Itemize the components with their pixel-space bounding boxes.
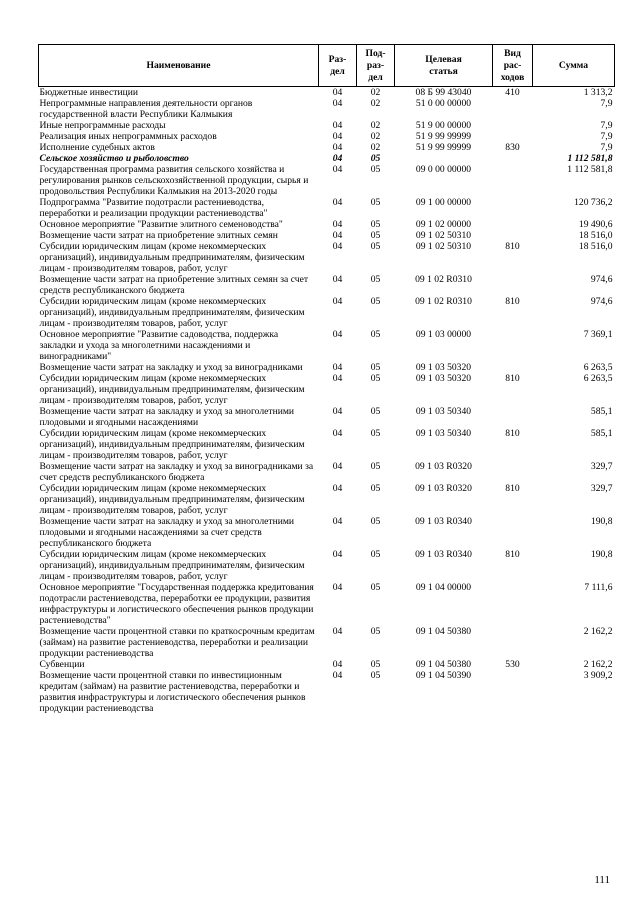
row-section: 04 [332,483,343,494]
row-section: 04 [332,120,343,131]
row-amount: 7,9 [600,131,613,142]
row-section: 04 [332,362,343,373]
row-section: 04 [332,131,343,142]
row-target: 09 1 03 50320 [415,373,472,384]
row-section: 04 [332,582,343,593]
row-amount: 1 112 581,8 [567,164,613,175]
row-amount: 7 111,6 [584,582,613,593]
row-expense-type: 530 [505,659,520,670]
row-section: 04 [332,296,343,307]
table-row [39,164,615,197]
row-target: 09 1 04 50380 [415,659,472,670]
row-subsection: 05 [370,373,381,384]
row-amount: 974,6 [590,296,613,307]
row-target: 51 9 99 99999 [415,142,472,153]
row-target: 08 Б 99 43040 [415,87,472,98]
table-row [39,428,615,461]
table-row [39,483,615,516]
row-expense-type [493,582,533,626]
row-name: Субсидии юридическим лицам (кроме некоммерческих организаций), индивидуальным предпринимателям, физическим лицам - производителям товаров, работ, услуг [39,296,305,329]
row-subsection: 05 [370,428,381,439]
header-target: Целевая статья [395,45,493,87]
table-row [39,98,615,120]
table-row [39,373,615,406]
row-subsection: 05 [370,362,381,373]
row-expense-type [493,98,533,120]
row-target: 09 1 03 50340 [415,406,472,417]
row-amount: 190,8 [590,549,613,560]
row-name: Субсидии юридическим лицам (кроме некоммерческих организаций), индивидуальным предпринимателям, физическим лицам - производителям товаров, работ, услуг [39,241,305,274]
row-name: Исполнение судебных актов [39,142,155,153]
row-amount: 6 263,5 [583,373,613,384]
row-expense-type [493,153,533,164]
table-row [39,461,615,483]
row-target: 09 1 02 50310 [415,241,472,252]
row-subsection: 02 [370,120,381,131]
row-target: 09 1 02 00000 [415,219,472,230]
table-row [39,296,615,329]
row-section: 04 [332,329,343,340]
row-name: Реализация иных непрограммных расходов [39,131,217,142]
row-section: 04 [332,142,343,153]
row-amount: 974,6 [590,274,613,285]
row-subsection: 05 [370,582,381,593]
table-row [39,131,615,142]
row-amount: 120 736,2 [574,197,613,208]
row-target: 09 1 02 50310 [415,230,472,241]
row-target: 09 1 00 00000 [415,197,472,208]
row-subsection: 05 [370,659,381,670]
row-target: 09 1 04 50380 [415,626,472,637]
row-subsection: 05 [370,164,381,175]
row-amount: 7,9 [600,98,613,109]
table-row [39,274,615,296]
row-amount: 1 313,2 [583,87,613,98]
row-target: 09 1 03 R0340 [415,516,472,527]
row-name: Основное мероприятие "Развитие элитного семеноводства" [39,219,283,230]
row-section: 04 [332,153,343,164]
row-subsection: 05 [370,219,381,230]
row-target [395,153,493,164]
row-target: 09 1 02 R0310 [415,296,472,307]
row-name: Сельское хозяйство и рыболовство [39,153,189,164]
row-target: 09 1 03 R0340 [415,549,472,560]
row-name: Субсидии юридическим лицам (кроме некоммерческих организаций), индивидуальным предпринимателям, физическим лицам - производителям товаров, работ, услуг [39,483,305,516]
row-amount: 19 490,6 [578,219,613,230]
row-amount: 18 516,0 [578,241,613,252]
row-expense-type: 810 [505,549,520,560]
table-body [39,87,615,715]
row-section: 04 [332,659,343,670]
row-target: 51 9 99 99999 [415,131,472,142]
row-section: 04 [332,241,343,252]
table-row [39,230,615,241]
row-expense-type: 810 [505,241,520,252]
row-amount: 585,1 [590,428,613,439]
row-subsection: 05 [370,461,381,472]
table-row [39,219,615,230]
row-expense-type [493,362,533,373]
row-amount: 329,7 [590,483,613,494]
row-expense-type [493,626,533,659]
row-name: Подпрограмма "Развитие подотрасли растениеводства, переработки и реализации продукции растениеводства" [39,197,268,219]
row-expense-type [493,406,533,428]
row-expense-type: 810 [505,296,520,307]
table-row [39,670,615,714]
row-expense-type [493,197,533,219]
row-expense-type [493,219,533,230]
row-amount: 7,9 [600,142,613,153]
row-amount: 18 516,0 [578,230,613,241]
row-expense-type [493,230,533,241]
row-expense-type: 810 [505,483,520,494]
row-target: 09 1 03 R0320 [415,483,472,494]
row-section: 04 [332,549,343,560]
row-subsection: 02 [370,142,381,153]
row-subsection: 05 [370,230,381,241]
row-subsection: 05 [370,483,381,494]
row-amount: 2 162,2 [583,626,613,637]
table-row [39,120,615,131]
table-row [39,87,615,99]
row-section: 04 [332,670,343,681]
row-section: 04 [332,230,343,241]
row-expense-type: 830 [505,142,520,153]
row-target: 51 0 00 00000 [415,98,472,109]
row-subsection: 02 [370,87,381,98]
row-subsection: 05 [370,241,381,252]
row-amount: 7 369,1 [583,329,613,340]
row-subsection: 05 [370,329,381,340]
row-amount: 585,1 [590,406,613,417]
table-row [39,153,615,164]
row-name: Иные непрограммные расходы [39,120,166,131]
row-subsection: 05 [370,274,381,285]
header-section: Раз- дел [319,45,357,87]
row-name: Субсидии юридическим лицам (кроме некоммерческих организаций), индивидуальным предпринимателям, физическим лицам - производителям товаров, работ, услуг [39,549,305,582]
row-section: 04 [332,197,343,208]
row-name: Возмещение части затрат на закладку и уход за виноградниками за счет средств республиканского бюджета [39,461,314,483]
row-section: 04 [332,428,343,439]
row-name: Возмещение части затрат на закладку и уход за многолетними плодовыми и ягодными насаждениями за счет средств республиканского бюджета [39,516,295,549]
row-subsection: 05 [370,406,381,417]
row-subsection: 02 [370,98,381,109]
row-target: 09 1 03 50340 [415,428,472,439]
row-target: 09 1 04 50390 [415,670,472,681]
row-target: 09 1 03 00000 [415,329,472,340]
table-row [39,549,615,582]
table-row [39,406,615,428]
row-name: Возмещение части затрат на приобретение элитных семян [39,230,278,241]
row-expense-type [493,516,533,549]
row-amount: 190,8 [590,516,613,527]
row-section: 04 [332,516,343,527]
row-expense-type [493,274,533,296]
header-expense-type: Вид рас- ходов [493,45,533,87]
row-amount: 3 909,2 [583,670,613,681]
row-target: 09 0 00 00000 [415,164,472,175]
row-target: 09 1 02 R0310 [415,274,472,285]
table-row [39,329,615,362]
row-expense-type [493,120,533,131]
row-expense-type: 410 [505,87,520,98]
row-expense-type [493,164,533,197]
row-name: Возмещение части процентной ставки по краткосрочным кредитам (займам) на развитие растениеводства, переработки и реализации продукции растениеводства [39,626,315,659]
row-name: Государственная программа развития сельского хозяйства и регулирования рынков сельскохозяйственной продукции, сырья и продовольствия Республики Калмыкия на 2013-2020 годы [39,164,309,197]
row-amount: 2 162,2 [583,659,613,670]
table-row [39,362,615,373]
row-section: 04 [332,274,343,285]
row-subsection: 05 [370,670,381,681]
row-target: 51 9 00 00000 [415,120,472,131]
header-name: Наименование [39,45,319,87]
row-amount: 6 263,5 [583,362,613,373]
row-section: 04 [332,98,343,109]
row-expense-type [493,461,533,483]
row-subsection: 05 [370,296,381,307]
row-section: 04 [332,626,343,637]
row-subsection: 05 [370,197,381,208]
table-row [39,582,615,626]
row-target: 09 1 04 00000 [415,582,472,593]
table-row [39,626,615,659]
row-expense-type [493,670,533,714]
row-name: Основное мероприятие "Развитие садоводства, поддержка закладки и ухода за многолетними насаждениями и виноградниками" [39,329,279,362]
row-expense-type: 810 [505,373,520,384]
row-amount: 1 112 581,8 [567,153,613,164]
row-expense-type [493,131,533,142]
row-name: Субсидии юридическим лицам (кроме некоммерческих организаций), индивидуальным предпринимателям, физическим лицам - производителям товаров, работ, услуг [39,373,305,406]
table-header-row [39,45,615,87]
row-name: Бюджетные инвестиции [39,87,138,98]
row-expense-type [493,329,533,362]
row-subsection: 05 [370,549,381,560]
row-section: 04 [332,164,343,175]
row-target: 09 1 03 R0320 [415,461,472,472]
row-expense-type: 810 [505,428,520,439]
table-row [39,197,615,219]
row-name: Возмещение части затрат на приобретение элитных семян за счет средств республиканского бюджета [39,274,309,296]
row-name: Субвенции [39,659,85,670]
row-subsection: 05 [370,153,381,164]
row-name: Основное мероприятие "Государственная поддержка кредитования подотрасли растениеводства, переработки ее продукции, развития инфраструктуры и логистического обеспечения рынков продукции растениеводства" [39,582,314,626]
row-subsection: 02 [370,131,381,142]
header-amount: Сумма [533,45,615,87]
row-subsection: 05 [370,626,381,637]
header-subsection: Под- раз- дел [357,45,395,87]
row-name: Возмещение части процентной ставки по инвестиционным кредитам (займам) на развитие растениеводства, переработки и развития инфраструктуры и логистического обеспечения рынков продукции растениеводства [39,670,306,714]
row-section: 04 [332,219,343,230]
row-name: Возмещение части затрат на закладку и уход за многолетними плодовыми и ягодными насаждениями [39,406,295,428]
table-row [39,659,615,670]
budget-table [38,44,615,714]
row-amount: 329,7 [590,461,613,472]
row-target: 09 1 03 50320 [415,362,472,373]
row-subsection: 05 [370,516,381,527]
row-section: 04 [332,406,343,417]
row-amount: 7,9 [600,120,613,131]
table-row [39,142,615,153]
row-section: 04 [332,87,343,98]
row-name: Непрограммные направления деятельности органов государственной власти Республики Калмыкия [39,98,253,120]
table-row [39,241,615,274]
row-section: 04 [332,461,343,472]
page-number: 111 [594,874,610,886]
row-name: Субсидии юридическим лицам (кроме некоммерческих организаций), индивидуальным предпринимателям, физическим лицам - производителям товаров, работ, услуг [39,428,305,461]
row-section: 04 [332,373,343,384]
table-row [39,516,615,549]
row-name: Возмещение части затрат на закладку и уход за виноградниками [39,362,303,373]
